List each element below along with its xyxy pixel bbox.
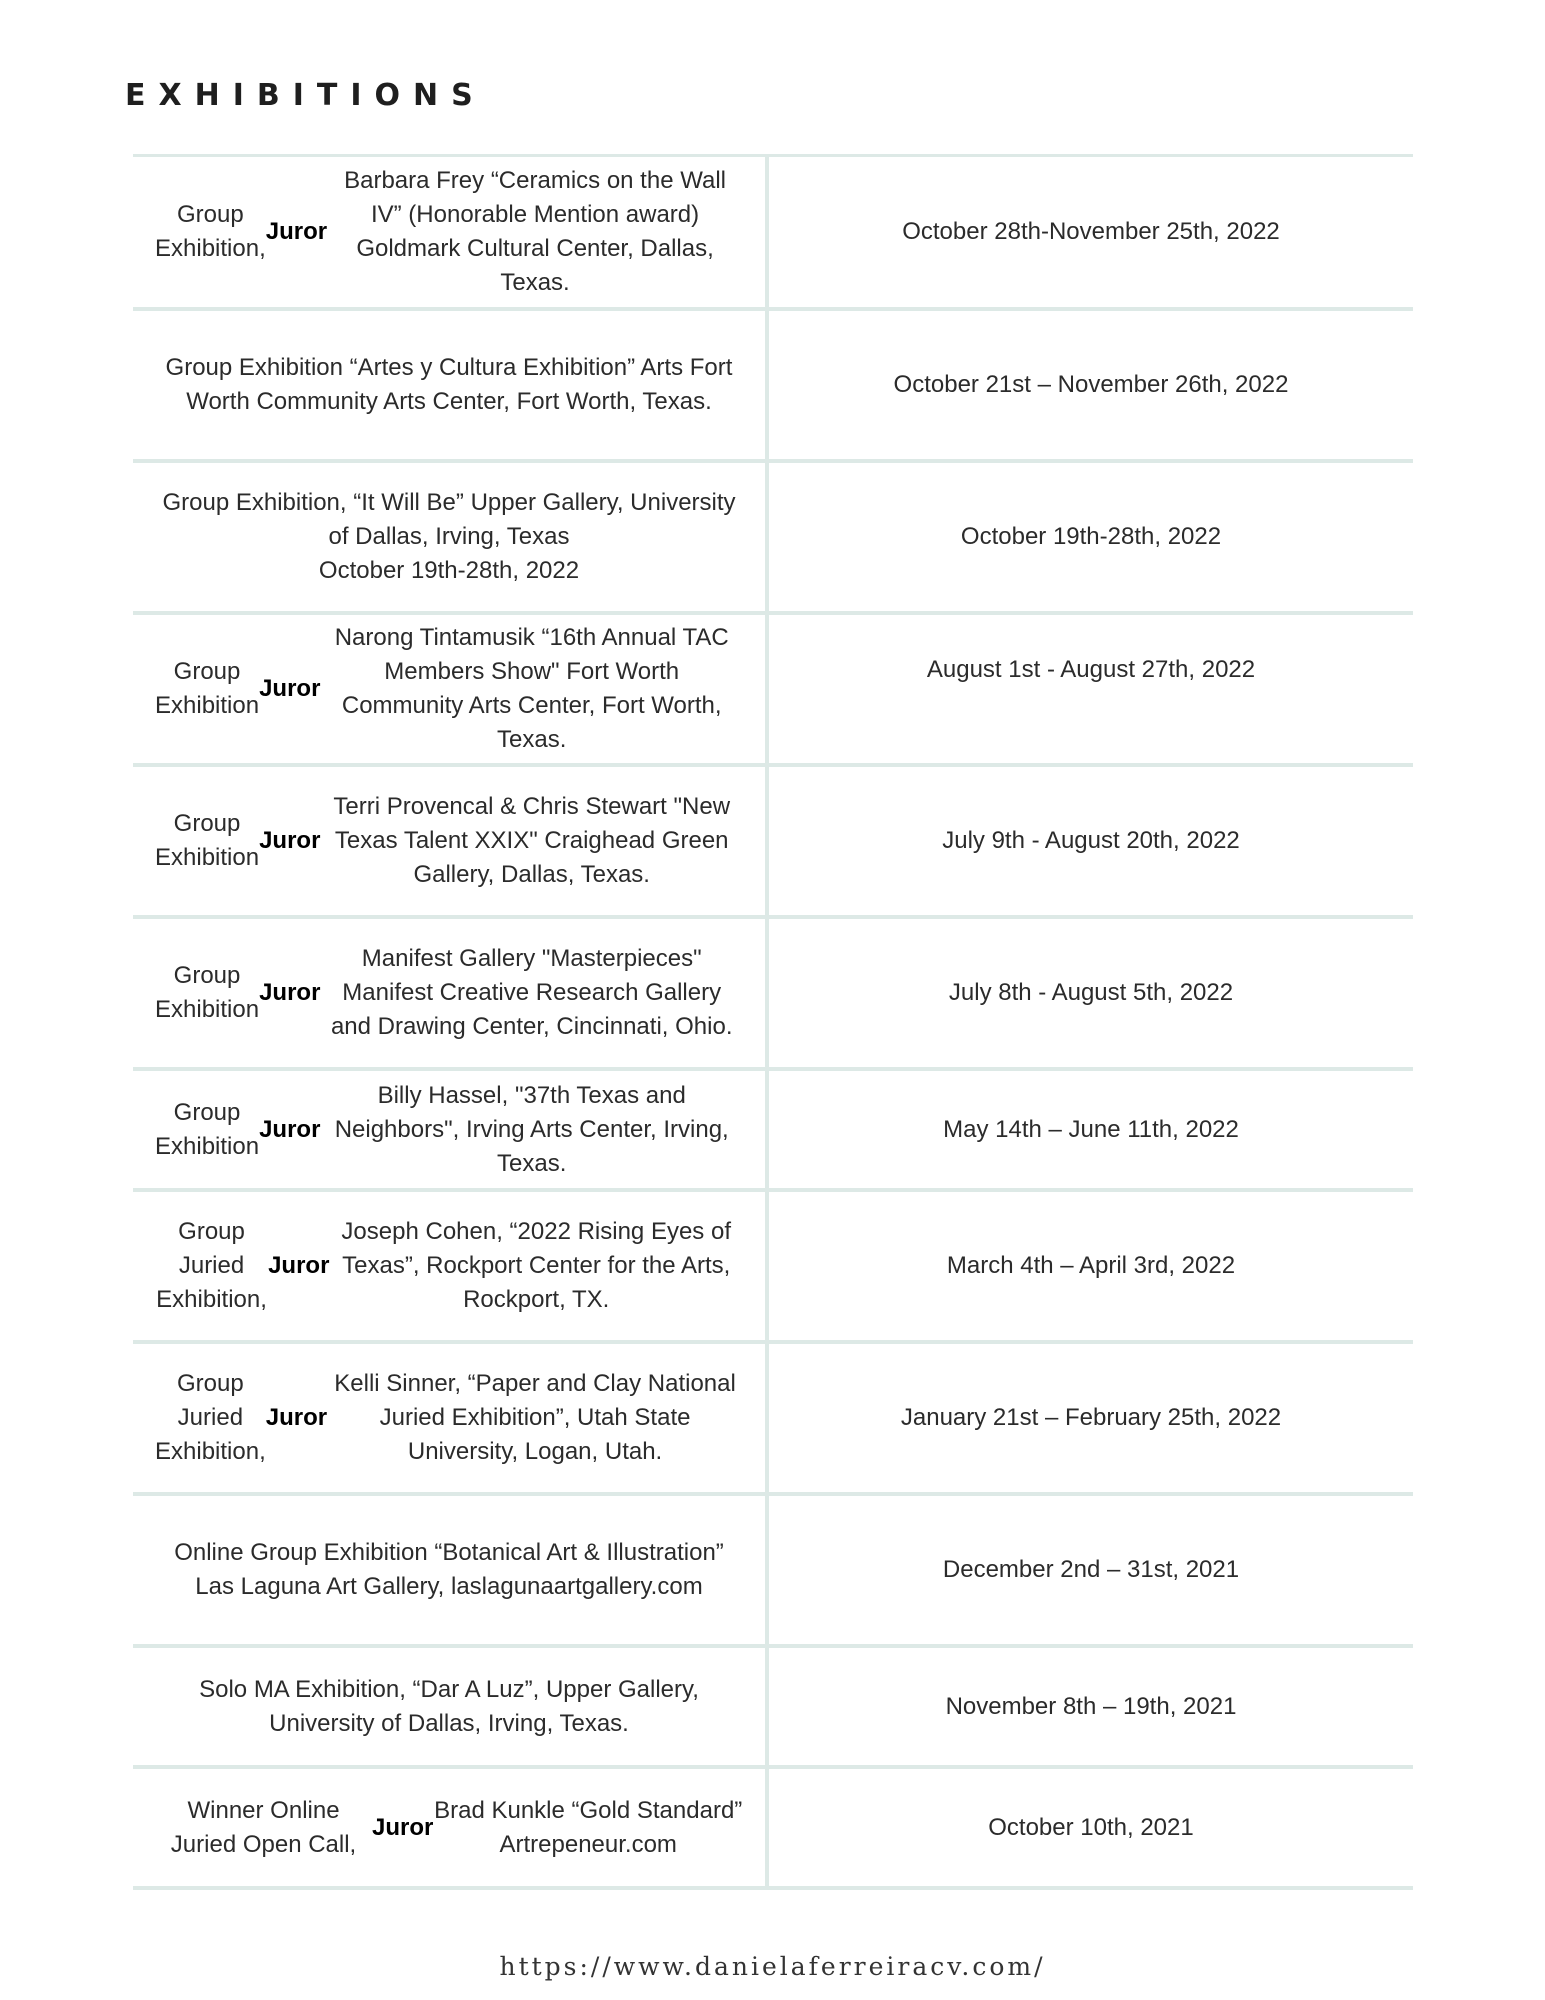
table-row (133, 1071, 1413, 1192)
exhibition-description: Group Exhibition Juror Manifest Gallery "Masterpieces" Manifest Creative Research Gallery and Drawing Center, Cincinnati, Ohio. (133, 919, 769, 1067)
exhibition-date: July 8th - August 5th, 2022 (948, 979, 1234, 1006)
exhibition-date: December 2nd – 31st, 2021 (942, 1556, 1240, 1583)
table-row (133, 1769, 1413, 1890)
exhibition-date: May 14th – June 11th, 2022 (943, 1115, 1239, 1143)
exhibition-date: July 9th - August 20th, 2022 (942, 827, 1240, 854)
footer-url[interactable]: https://www.danielaferreiracv.com/ (499, 1952, 1046, 1981)
table-row (133, 919, 1413, 1071)
exhibition-description: Group Juried Exhibition, Juror Joseph Cohen, “2022 Rising Eyes of Texas”, Rockport Center for the Arts, Rockport, TX. (133, 1192, 769, 1340)
exhibition-date: October 21st – November 26th, 2022 (893, 371, 1289, 398)
table-row (133, 1192, 1413, 1344)
exhibition-description: Group Exhibition Juror Billy Hassel, "37th Texas and Neighbors", Irving Arts Center, Irving, Texas. (133, 1071, 769, 1188)
exhibition-description: Online Group Exhibition “Botanical Art & Illustration” Las Laguna Art Gallery, laslagunaartgallery.com (133, 1496, 769, 1644)
exhibition-date: January 21st – February 25th, 2022 (900, 1404, 1282, 1431)
table-row (133, 615, 1413, 767)
table-row (133, 1648, 1413, 1769)
exhibition-date: October 28th-November 25th, 2022 (902, 218, 1280, 245)
exhibitions-table (133, 154, 1413, 1890)
exhibition-description: Group Exhibition Juror Narong Tintamusik “16th Annual TAC Members Show" Fort Worth Community Arts Center, Fort Worth, Texas. (133, 615, 769, 763)
section-title: EXHIBITIONS (125, 78, 486, 113)
table-row (133, 463, 1413, 615)
table-row (133, 1496, 1413, 1648)
exhibition-description: Winner Online Juried Open Call, Juror Brad Kunkle “Gold Standard” Artrepeneur.com (133, 1769, 769, 1886)
exhibition-date: October 10th, 2021 (988, 1813, 1194, 1841)
table-row (133, 311, 1413, 463)
exhibition-description: Group Exhibition, Juror Barbara Frey “Ceramics on the Wall IV” (Honorable Mention award) Goldmark Cultural Center, Dallas, Texas. (133, 157, 769, 307)
table-row (133, 157, 1413, 311)
exhibition-description: Group Exhibition, “It Will Be” Upper Gallery, University of Dallas, Irving, Texas October 19th-28th, 2022 (133, 463, 769, 611)
exhibition-description: Group Exhibition “Artes y Cultura Exhibition” Arts Fort Worth Community Arts Center, Fort Worth, Texas. (133, 311, 769, 459)
exhibition-date: October 19th-28th, 2022 (960, 523, 1222, 550)
table-row (133, 767, 1413, 919)
exhibition-description: Group Exhibition Juror Terri Provencal & Chris Stewart "New Texas Talent XXIX" Craighead Green Gallery, Dallas, Texas. (133, 767, 769, 915)
table-row (133, 1344, 1413, 1496)
exhibition-date: November 8th – 19th, 2021 (945, 1692, 1237, 1720)
exhibition-description: Solo MA Exhibition, “Dar A Luz”, Upper Gallery, University of Dallas, Irving, Texas. (133, 1648, 769, 1765)
exhibition-description: Group Juried Exhibition, Juror Kelli Sinner, “Paper and Clay National Juried Exhibition”, Utah State University, Logan, Utah. (133, 1344, 769, 1492)
exhibition-date: March 4th – April 3rd, 2022 (946, 1252, 1236, 1279)
exhibition-date: August 1st - August 27th, 2022 (926, 656, 1256, 683)
